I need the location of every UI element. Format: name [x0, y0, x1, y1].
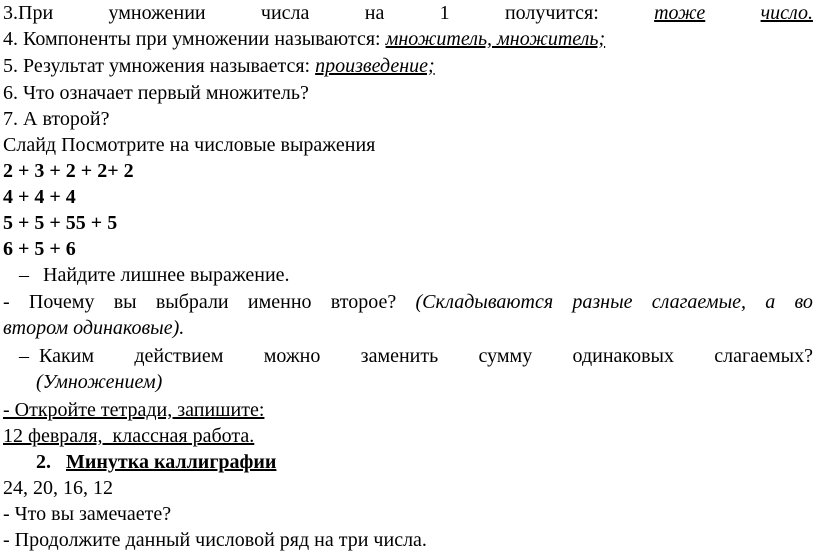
word: именно: [247, 291, 312, 313]
word: Каким: [39, 345, 95, 367]
replace-words: [39, 343, 813, 369]
word: на: [364, 2, 385, 24]
word: Почему: [28, 291, 95, 313]
expression-2: 4 + 4 + 4: [3, 186, 76, 208]
number-sequence: 24, 20, 16, 12: [3, 477, 113, 499]
word: умножении: [108, 2, 206, 24]
word: 1: [439, 2, 450, 24]
dash-bullet: –: [19, 264, 29, 286]
word: разные: [572, 291, 633, 313]
answer-text: произведение;: [315, 55, 435, 77]
date-line: [3, 423, 813, 449]
answer-word: тоже: [654, 2, 706, 24]
notebook-instruction: [3, 397, 813, 423]
expression-4: 6 + 5 + 6: [3, 238, 76, 260]
question-6: 6. Что означает первый множитель?: [3, 82, 309, 104]
task-text: Найдите лишнее выражение.: [43, 264, 290, 286]
word: сумму: [478, 345, 533, 367]
notebook-text: - Откройте тетради, запишите:: [3, 399, 265, 421]
word: можно: [263, 345, 321, 367]
answer-text: множитель, множитель;: [385, 28, 606, 50]
question-text: 4. Компоненты при умножении называются:: [3, 28, 386, 50]
word: одинаковых: [572, 345, 674, 367]
date-text: 12 февраля, классная работа.: [3, 425, 255, 447]
notice-question: - Что вы замечаете?: [3, 503, 172, 525]
word: второе?: [330, 291, 397, 313]
section-heading: [36, 449, 813, 475]
word: выбрали: [155, 291, 229, 313]
word: -: [3, 291, 10, 313]
word: а: [765, 291, 776, 313]
question-4: [3, 26, 813, 52]
word: слагаемые,: [651, 291, 746, 313]
question-text: 5. Результат умножения называется:: [3, 55, 316, 77]
why-question: [3, 289, 813, 315]
word: действием: [134, 345, 224, 367]
word: получится:: [504, 2, 599, 24]
question-5: [3, 53, 813, 79]
word: числа: [260, 2, 310, 24]
answer-word: число.: [760, 2, 813, 24]
expression-1: 2 + 3 + 2 + 2+ 2: [3, 160, 134, 182]
replace-answer: (Умножением): [36, 371, 163, 393]
task-find-extra: [3, 262, 813, 288]
question-3: [3, 0, 813, 26]
replace-question: [3, 343, 813, 369]
section-title: Минутка каллиграфии: [66, 451, 277, 473]
continue-instruction: - Продолжите данный числовой ряд на три числа.: [3, 529, 427, 551]
why-answer-continued: втором одинаковые).: [3, 317, 185, 339]
dash-bullet: –: [19, 345, 29, 367]
expression-3: 5 + 5 + 55 + 5: [3, 212, 118, 234]
word: (Складываются: [415, 291, 554, 313]
word: вы: [113, 291, 137, 313]
word: 3.При: [3, 2, 54, 24]
slide-instruction: Слайд Посмотрите на числовые выражения: [3, 134, 376, 156]
word: слагаемых?: [714, 345, 813, 367]
section-number: 2.: [36, 451, 51, 473]
word: заменить: [360, 345, 439, 367]
word: во: [794, 291, 813, 313]
question-7: 7. А второй?: [3, 108, 110, 130]
